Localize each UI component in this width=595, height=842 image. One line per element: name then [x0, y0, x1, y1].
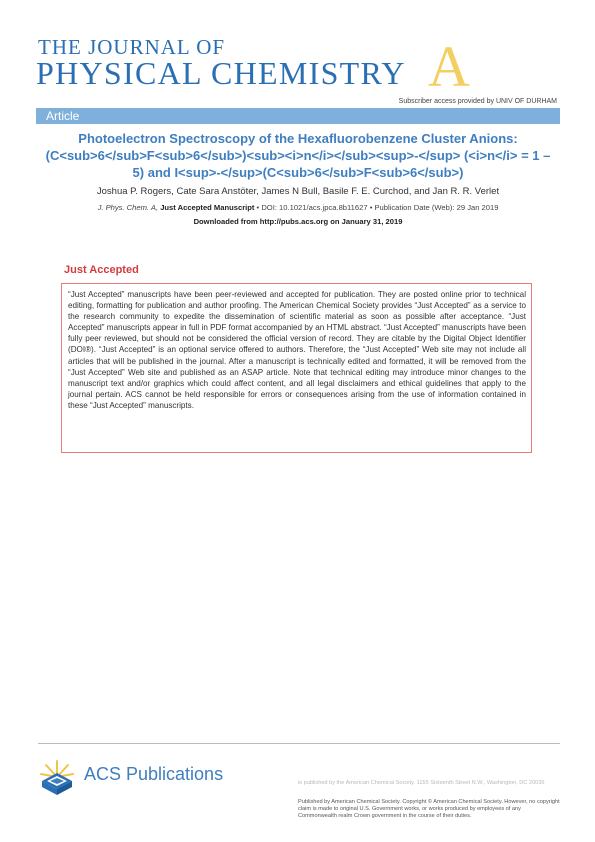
- doi[interactable]: DOI: 10.1021/acs.jpca.8b11627: [261, 203, 368, 212]
- journal-letter-logo: A: [428, 34, 470, 99]
- footer-divider: [38, 743, 560, 744]
- publisher-address: is published by the American Chemical Society. 1155 Sixteenth Street N.W., Washington, DC 20036: [298, 780, 545, 786]
- just-accepted-heading: Just Accepted: [64, 264, 139, 276]
- article-section-bar: [36, 108, 560, 124]
- journal-abbreviation: J. Phys. Chem. A,: [97, 203, 159, 212]
- citation-line: [40, 203, 556, 212]
- journal-title-line2: PHYSICAL CHEMISTRY: [36, 55, 406, 91]
- separator: •: [367, 203, 375, 212]
- acs-publications-wordmark: ACS Publications: [84, 764, 224, 784]
- author-list: Joshua P. Rogers, Cate Sara Anstöter, James N Bull, Basile F. E. Curchod, and Jan R. R. Verlet: [96, 186, 500, 197]
- subscriber-access-note: Subscriber access provided by UNIV OF DURHAM: [398, 98, 557, 105]
- separator: •: [254, 203, 262, 212]
- download-line: Downloaded from http://pubs.acs.org on January 31, 2019: [193, 217, 403, 226]
- copyright-notice: Published by American Chemical Society. Copyright © American Chemical Society. However, no copyright claim is made to original U.S. Government works, or works produced by employees of any Commonwealth realm Crown government in the course of their duties.: [298, 799, 560, 819]
- journal-title-line1: THE JOURNAL OF: [38, 35, 226, 59]
- manuscript-status: Just Accepted Manuscript: [160, 203, 255, 212]
- just-accepted-box: [61, 283, 532, 453]
- article-title: Photoelectron Spectroscopy of the Hexafluorobenzene Cluster Anions: (C<sub>6</sub>F<sub>6</sub>)<sub><i>n</i></sub><sup>-</sup> (<i>n</i> = 1 – 5) and I<sup>-</sup>(C<sub>6</sub>F<sub>6</sub>): [45, 131, 551, 180]
- article-section-label: Article: [46, 109, 80, 123]
- publication-date: Publication Date (Web): 29 Jan 2019: [374, 203, 499, 212]
- just-accepted-text: “Just Accepted” manuscripts have been peer-reviewed and accepted for publication. They are posted online prior to technical editing, formatting for publication and author proofing. The American Chemical Society provides “Just Accepted” as a service to the research community to expedite the dissemination of scientific material as soon as possible after acceptance. “Just Accepted” manuscripts appear in full in PDF format accompanied by an HTML abstract. “Just Accepted” manuscripts have been fully peer reviewed, but should not be considered the official version of record. They are citable by the Digital Object Identifier (DOI®). “Just Accepted” is an optional service offered to authors. Therefore, the “Just Accepted” Web site may not include all articles that will be published in the journal. After a manuscript is technically edited and formatted, it will be removed from the “Just Accepted” Web site and published as an ASAP article. Note that technical editing may introduce minor changes to the manuscript text and/or graphics which could affect content, and all legal disclaimers and ethical guidelines that apply to the journal pertain. ACS cannot be held responsible for errors or consequences arising from the use of information contained in these “Just Accepted” manuscripts.: [68, 290, 526, 410]
- acs-logo-icon: [36, 757, 78, 797]
